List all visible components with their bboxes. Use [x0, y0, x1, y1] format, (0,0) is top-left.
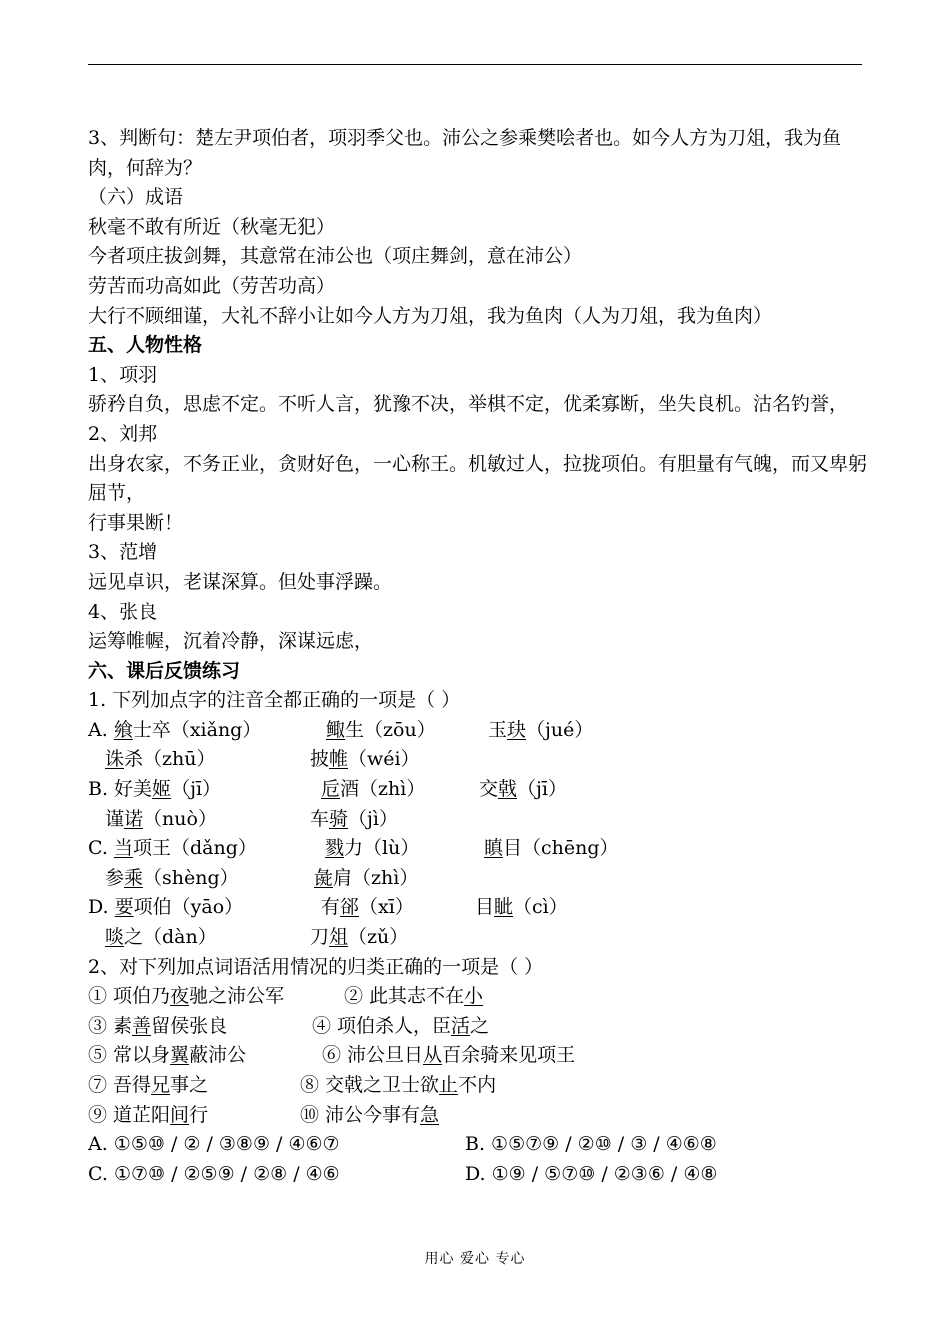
usage-item: ③ 素善留侯张良 — [88, 1014, 228, 1037]
question-2-stem: 2、对下列加点词语活用情况的归类正确的一项是（ ） — [88, 955, 544, 978]
pinyin-item: 参乘（shèng） — [105, 866, 239, 889]
q1-option-d-row-2 — [88, 923, 868, 953]
pinyin-item: A. 飨士卒（xiǎng） — [88, 718, 262, 741]
q2-items-row — [88, 1101, 868, 1131]
q1-option-b-row — [88, 775, 868, 805]
pinyin-item: 鲰生（zōu） — [326, 718, 436, 741]
q1-option-a-row-2 — [88, 745, 868, 775]
pinyin-item: 车骑（jì） — [310, 807, 398, 830]
character-desc: 骄矜自负，思虑不定。不听人言，犹豫不决，举棋不定，优柔寡断，坐失良机。沽名钓誉， — [88, 393, 849, 416]
pinyin-item: 玉玦（jué） — [488, 718, 594, 741]
character-name: 4、张良 — [88, 600, 158, 623]
idioms-heading: （六）成语 — [88, 186, 184, 209]
pinyin-item: D. 要项伯（yāo） — [88, 896, 244, 919]
idiom-line: 劳苦而功高如此（劳苦功高） — [88, 274, 336, 297]
header-rule — [88, 64, 862, 65]
character-desc: 远见卓识，老谋深算。但处事浮躁。 — [88, 570, 393, 593]
pinyin-item: 戮力（lù） — [325, 837, 420, 860]
usage-item: ⑦ 吾得兄事之 — [88, 1074, 209, 1096]
character-desc: 行事果断！ — [88, 511, 184, 534]
idiom-line: 大行不顾细谨，大礼不辞小让如今人方为刀俎，我为鱼肉（人为刀俎，我为鱼肉） — [88, 304, 773, 327]
pinyin-item: 啖之（dàn） — [105, 926, 217, 949]
pinyin-item: 谨诺（nuò） — [105, 807, 217, 830]
usage-item: ④ 项伯杀人，臣活之 — [312, 1014, 490, 1037]
pinyin-item: 卮酒（zhì） — [321, 778, 426, 801]
page-footer: 用心 爱心 专心 — [424, 1251, 526, 1267]
character-name: 2、刘邦 — [88, 422, 158, 445]
document-body — [88, 124, 868, 1189]
usage-item: ⑧ 交戟之卫士欲止不内 — [300, 1074, 497, 1096]
section-heading-character: 五、人物性格 — [88, 334, 203, 357]
pinyin-item: 瞋目（chēng） — [484, 837, 619, 860]
q1-option-c-row — [88, 834, 868, 864]
pinyin-item: 披帷（wéi） — [310, 748, 420, 771]
pinyin-item: 有郤（xī） — [321, 896, 414, 919]
answer-option-d: D. ①⑨ / ⑤⑦⑩ / ②③⑥ / ④⑧ — [465, 1162, 718, 1185]
answer-option-c: C. ①⑦⑩ / ②⑤⑨ / ②⑧ / ④⑥ — [88, 1162, 340, 1185]
idiom-line: 今者项庄拔剑舞，其意常在沛公也（项庄舞剑，意在沛公） — [88, 245, 583, 268]
character-name: 3、范增 — [88, 541, 158, 564]
usage-item: ⑤ 常以身翼蔽沛公 — [88, 1044, 247, 1067]
pinyin-item: C. 当项王（dǎng） — [88, 837, 257, 860]
q2-options-row — [88, 1130, 868, 1160]
pinyin-item: 刀俎（zǔ） — [310, 926, 409, 949]
usage-item: ⑩ 沛公今事有急 — [300, 1103, 440, 1126]
q2-items-row — [88, 1071, 868, 1101]
character-desc: 运筹帷幄，沉着冷静，深谋远虑， — [88, 630, 374, 653]
q1-option-d-row — [88, 893, 868, 923]
q1-option-a-row — [88, 716, 868, 746]
usage-item: ⑨ 道芷阳间行 — [88, 1103, 209, 1126]
usage-item: ⑥ 沛公旦日从百余骑来见项王 — [322, 1044, 576, 1067]
usage-item: ① 项伯乃夜驰之沛公军 — [88, 985, 285, 1008]
question-1-stem: 1. 下列加点字的注音全都正确的一项是（ ） — [88, 689, 461, 712]
q2-items-row — [88, 1041, 868, 1071]
q1-option-b-row-2 — [88, 805, 868, 835]
character-desc: 出身农家，不务正业，贪财好色，一心称王。机敏过人，拉拢项伯。有胆量有气魄，而又卑躬屈节， — [88, 452, 868, 505]
judgment-sentence-line: 3、判断句：楚左尹项伯者，项羽季父也。沛公之参乘樊哙者也。如今人方为刀俎，我为鱼肉，何辞为？ — [88, 127, 842, 179]
idiom-line: 秋毫不敢有所近（秋毫无犯） — [88, 215, 336, 238]
answer-option-b: B. ①⑤⑦⑨ / ②⑩ / ③ / ④⑥⑧ — [465, 1133, 717, 1156]
pinyin-item: 交戟（jī） — [479, 778, 567, 801]
q1-option-c-row-2 — [88, 864, 868, 894]
q2-items-row — [88, 1012, 868, 1042]
usage-item: ② 此其志不在小 — [344, 985, 484, 1008]
character-name: 1、项羽 — [88, 363, 158, 386]
section-heading-exercises: 六、课后反馈练习 — [88, 659, 241, 682]
q2-items-row — [88, 982, 868, 1012]
pinyin-item: 目眦（cì） — [475, 896, 568, 919]
pinyin-item: B. 好美姬（jī） — [88, 778, 222, 801]
pinyin-item: 彘肩（zhì） — [314, 866, 419, 889]
answer-option-a: A. ①⑤⑩ / ② / ③⑧⑨ / ④⑥⑦ — [88, 1133, 340, 1156]
q2-options-row — [88, 1160, 868, 1190]
pinyin-item: 诛杀（zhū） — [105, 748, 216, 771]
